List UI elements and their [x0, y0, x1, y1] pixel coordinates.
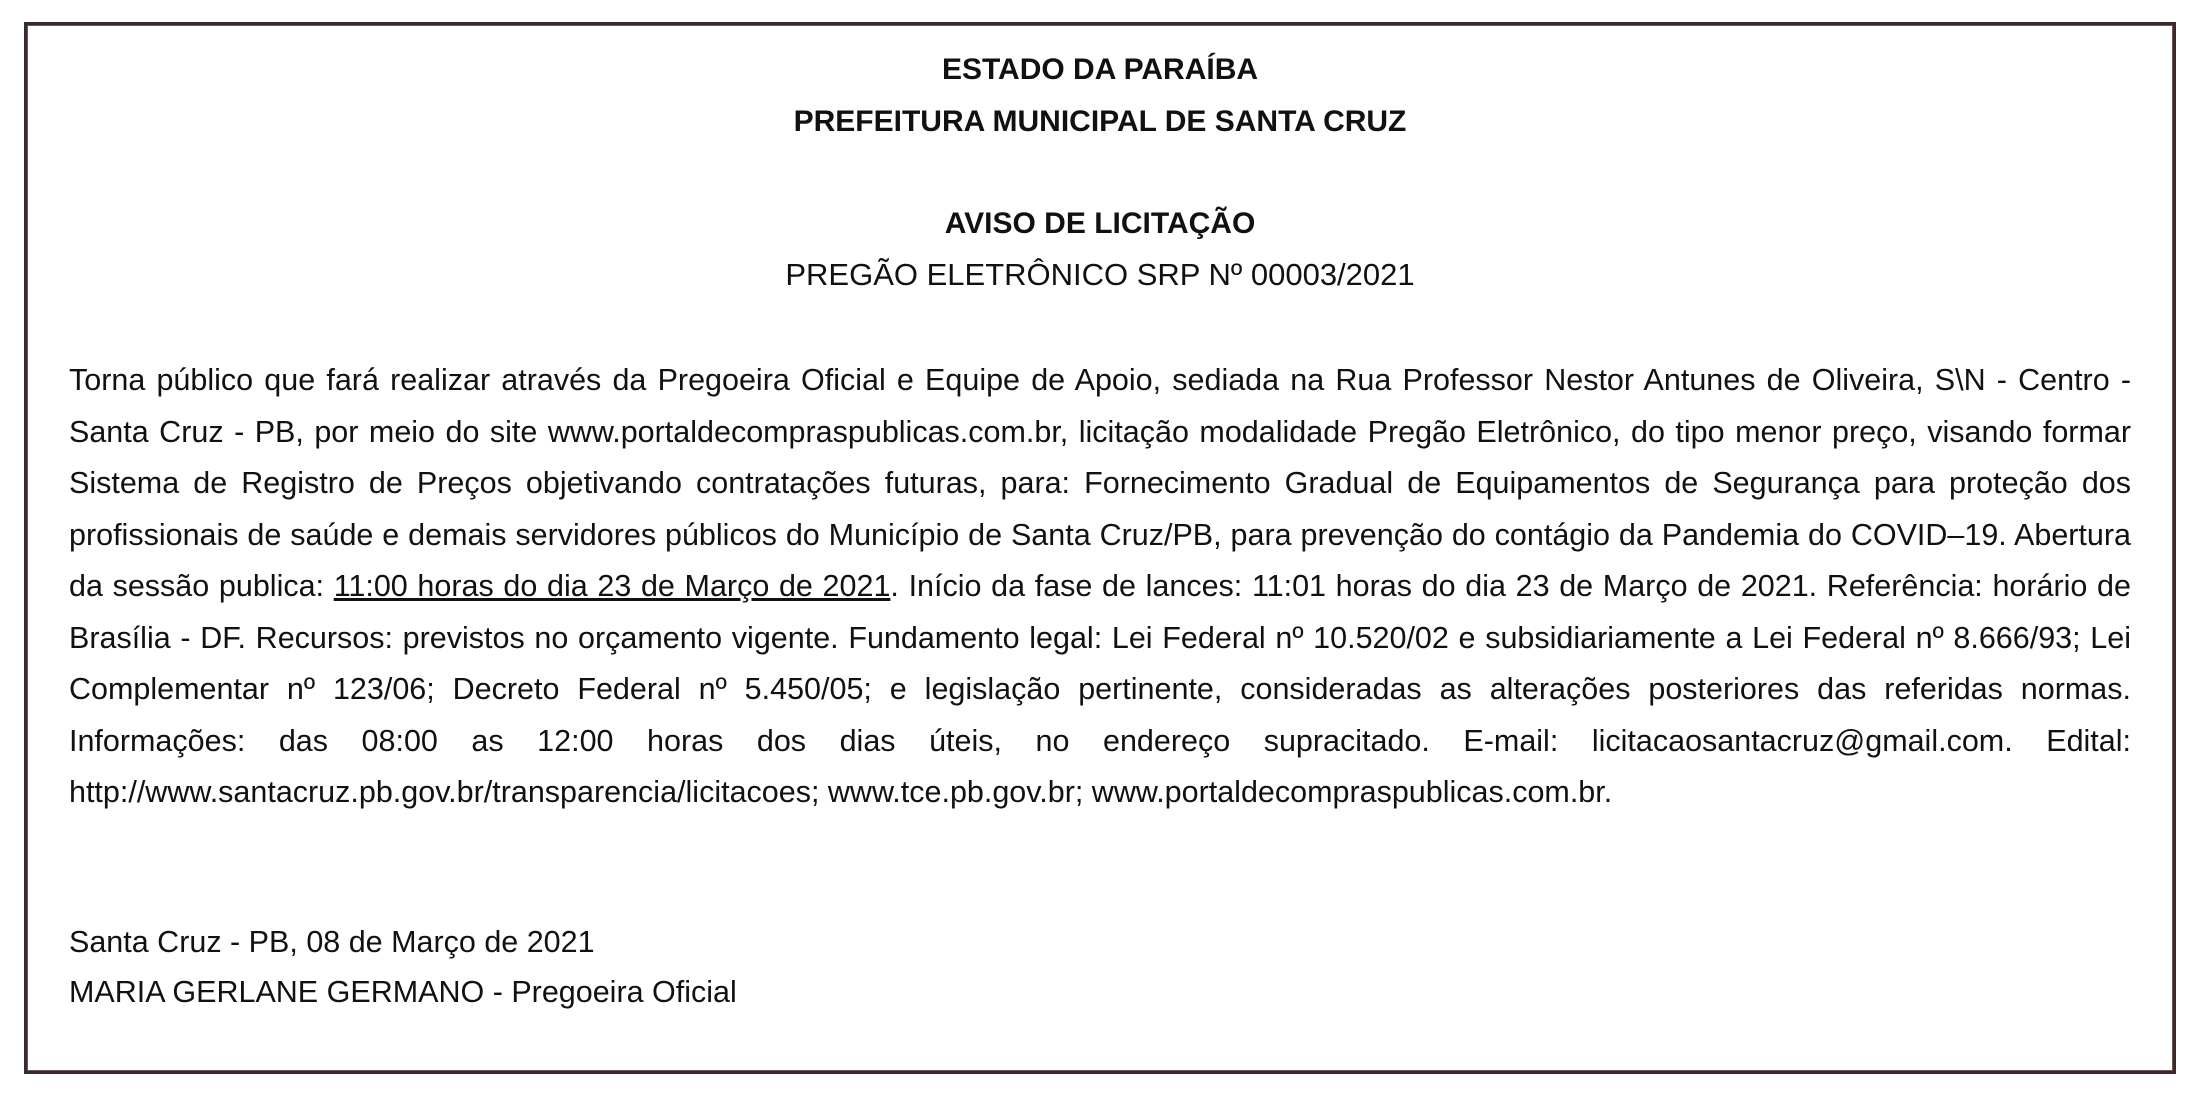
- body-part-2: . Início da fase de lances: 11:01 horas do dia 23 de Março de 2021. Referência: horário de Brasília - DF. Recursos: previstos no orçamento vigente. Fundamento legal: Lei Federal nº 10.520/02 e subsidiariamente a Lei Federal nº 8.666/93; Lei Complementar nº 123/06; Decreto Federal nº 5.450/05; e legislação pertinente, consideradas as alterações posteriores das referidas normas. Informações: das 08:00 as 12:00 horas dos dias úteis, no endereço supracitado. E-mail: licitacaosantacruz@gmail.com. Edital: http://www.santacruz.pb.gov.br/transparencia/licitacoes; www.tce.pb.gov.br; www.portaldecompraspublicas.com.br.: [69, 569, 2131, 809]
- place-date: Santa Cruz - PB, 08 de Março de 2021: [69, 925, 595, 959]
- prefeitura-heading: PREFEITURA MUNICIPAL DE SANTA CRUZ: [793, 105, 1407, 138]
- notice-frame: [24, 22, 2176, 1074]
- body-part-1: Torna público que fará realizar através da Pregoeira Oficial e Equipe de Apoio, sediada na Rua Professor Nestor Antunes de Oliveira, S\N - Centro - Santa Cruz - PB, por meio do site www.portaldecompraspublicas.com.br, licitação modalidade Pregão Eletrônico, do tipo menor preço, visando formar Sistema de Registro de Preços objetivando contratações futuras, para: Fornecimento Gradual de Equipamentos de Segurança para proteção dos profissionais de saúde e demais servidores públicos do Município de Santa Cruz/PB, para prevenção do contágio da Pandemia do COVID–19. Abertura da sessão publica:: [69, 363, 2131, 603]
- notice-title: AVISO DE LICITAÇÃO: [944, 207, 1256, 240]
- notice-body: [69, 355, 2131, 819]
- opening-time: 11:00 horas do dia 23 de Março de 2021: [333, 569, 891, 603]
- state-heading: ESTADO DA PARAÍBA: [941, 53, 1259, 86]
- signatory: MARIA GERLANE GERMANO - Pregoeira Oficial: [69, 975, 737, 1009]
- notice-subtitle: PREGÃO ELETRÔNICO SRP Nº 00003/2021: [785, 257, 1415, 292]
